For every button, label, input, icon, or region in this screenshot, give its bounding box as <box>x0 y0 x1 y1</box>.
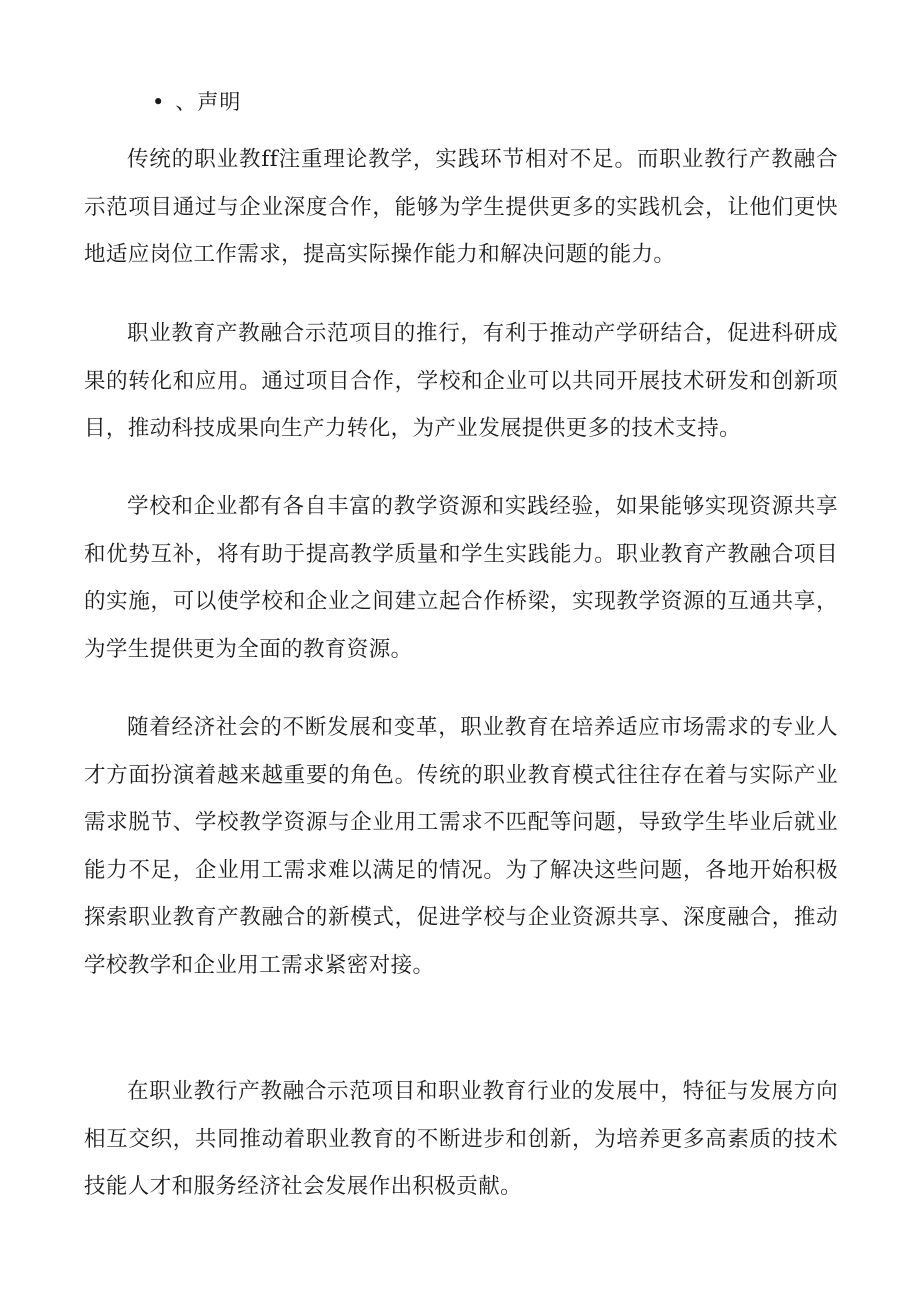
paragraph-3: 学校和企业都有各自丰富的教学资源和实践经验，如果能够实现资源共享和优势互补，将有助于提高教学质量和学生实践能力。职业教育产教融合项目的实施，可以使学校和企业之间建立起合作桥梁，实现教学资源的互通共享，为学生提供更为全面的教育资源。 <box>84 494 838 662</box>
bullet-icon: • <box>152 90 166 114</box>
paragraph-2: 职业教育产教融合示范项目的推行，有利于推动产学研结合，促进科研成果的转化和应用。通过项目合作，学校和企业可以共同开展技术研发和创新项目，推动科技成果向生产力转化，为产业发展提供更多的技术支持。 <box>84 321 838 441</box>
section-heading <box>152 86 241 118</box>
paragraph-5: 在职业教行产教融合示范项目和职业教育行业的发展中，特征与发展方向相互交织，共同推动着职业教育的不断进步和创新，为培养更多高素质的技术技能人才和服务经济社会发展作出积极贡献。 <box>84 1079 838 1199</box>
paragraph-4: 随着经济社会的不断发展和变革，职业教育在培养适应市场需求的专业人才方面扮演着越来越重要的角色。传统的职业教育模式往往存在着与实际产业需求脱节、学校教学资源与企业用工需求不匹配等问题，导致学生毕业后就业能力不足，企业用工需求难以满足的情况。为了解决这些问题，各地开始积极探索职业教育产教融合的新模式，促进学校与企业资源共享、深度融合，推动学校教学和企业用工需求紧密对接。 <box>84 715 838 978</box>
section-heading-text: 、声明 <box>175 90 242 114</box>
paragraph-1: 传统的职业教ff注重理论教学，实践环节相对不足。而职业教行产教融合示范项目通过与企业深度合作，能够为学生提供更多的实践机会，让他们更快地适应岗位工作需求，提高实际操作能力和解决问题的能力。 <box>84 147 838 267</box>
